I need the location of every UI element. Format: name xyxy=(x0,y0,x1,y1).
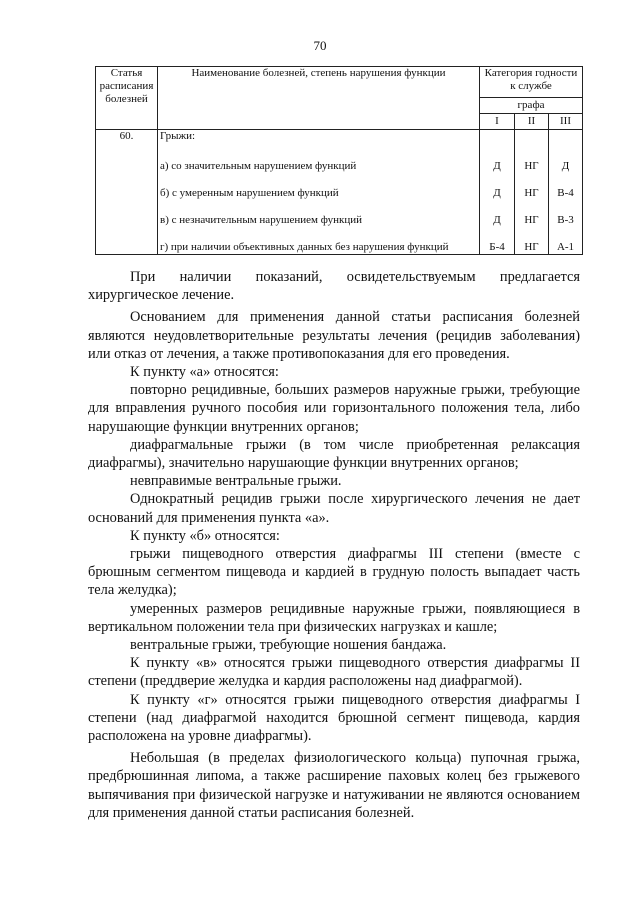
body-text xyxy=(88,268,580,822)
header-column-3: III xyxy=(549,114,583,130)
paragraph: вентральные грыжи, требующие ношения бандажа. xyxy=(130,637,447,654)
item-b-label: б) с умеренным нарушением функций xyxy=(158,173,480,200)
item-d-label: г) при наличии объективных данных без нарушения функций xyxy=(158,227,480,255)
item-c-value-3: В-3 xyxy=(549,200,583,227)
paragraph: К пункту «а» относятся: xyxy=(130,364,279,381)
table-row xyxy=(96,130,583,147)
paragraph: К пункту «г» относятся грыжи пищеводного отверстия диафрагмы I степени (над диафрагмой находится брюшной сегмент пищевода, кардия расположена на уровне диафрагмы). xyxy=(88,691,580,745)
header-category: Категория годности к службе xyxy=(480,67,583,98)
item-a-label: а) со значительным нарушением функций xyxy=(158,146,480,173)
item-a-value-3: Д xyxy=(549,146,583,173)
item-c-value-2: НГ xyxy=(515,200,549,227)
table-row xyxy=(96,227,583,255)
paragraph: Однократный рецидив грыжи после хирургического лечения не дает оснований для применения пункта «а». xyxy=(88,491,580,526)
item-a-value-1: Д xyxy=(480,146,515,173)
article-number: 60. xyxy=(96,130,158,147)
item-b-value-3: В-4 xyxy=(549,173,583,200)
item-c-value-1: Д xyxy=(480,200,515,227)
table-header-row xyxy=(96,67,583,98)
header-disease-name: Наименование болезней, степень нарушения функции xyxy=(158,67,480,130)
paragraph: повторно рецидивные, больших размеров наружные грыжи, требующие для вправления ручного пособия или горизонтального положения тела, либо нарушающие функции внутренних органов; xyxy=(88,382,580,435)
disease-schedule-table xyxy=(95,66,583,255)
paragraph: К пункту «б» относятся: xyxy=(130,527,280,544)
header-column-1: I xyxy=(480,114,515,130)
item-a-value-2: НГ xyxy=(515,146,549,173)
paragraph: При наличии показаний, освидетельствуемым предлагается хирургическое лечение. xyxy=(88,269,580,304)
paragraph: К пункту «в» относятся грыжи пищеводного отверстия диафрагмы II степени (преддверие желудка и кардия расположены над диафрагмой). xyxy=(88,655,580,690)
item-c-label: в) с незначительным нарушением функций xyxy=(158,200,480,227)
paragraph: Небольшая (в пределах физиологического кольца) пупочная грыжа, предбрюшинная липома, а также расширение паховых колец без грыжевого выпячивания при физической нагрузке и натуживании не являются основанием для применения данной статьи расписания болезней. xyxy=(88,750,580,821)
table-row xyxy=(96,173,583,200)
paragraph: Основанием для применения данной статьи расписания болезней являются неудовлетворительные результаты лечения (рецидив заболевания) или отказ от лечения, а также противопоказания для его проведения. xyxy=(88,309,580,362)
item-b-value-1: Д xyxy=(480,173,515,200)
paragraph: диафрагмальные грыжи (в том числе приобретенная релаксация диафрагмы), значительно нарушающие функции внутренних органов; xyxy=(88,436,580,472)
item-d-value-2: НГ xyxy=(515,227,549,255)
table-row xyxy=(96,146,583,173)
row-title: Грыжи: xyxy=(158,130,480,147)
header-column-2: II xyxy=(515,114,549,130)
item-d-value-3: А-1 xyxy=(549,227,583,255)
header-column-group: графа xyxy=(480,98,583,114)
paragraph: умеренных размеров рецидивные наружные грыжи, появляющиеся в вертикальном положении тела при физических нагрузках и кашле; xyxy=(88,600,580,635)
table-row xyxy=(96,200,583,227)
item-b-value-2: НГ xyxy=(515,173,549,200)
paragraph: грыжи пищеводного отверстия диафрагмы III степени (вместе с брюшным сегментом пищевода и кардией в грудную полость выпадает часть тела желудка); xyxy=(88,546,580,599)
paragraph: невправимые вентральные грыжи. xyxy=(130,473,342,490)
item-d-value-1: Б-4 xyxy=(480,227,515,255)
header-article: Статья расписания болезней xyxy=(96,67,158,130)
page-number: 70 xyxy=(313,38,327,53)
